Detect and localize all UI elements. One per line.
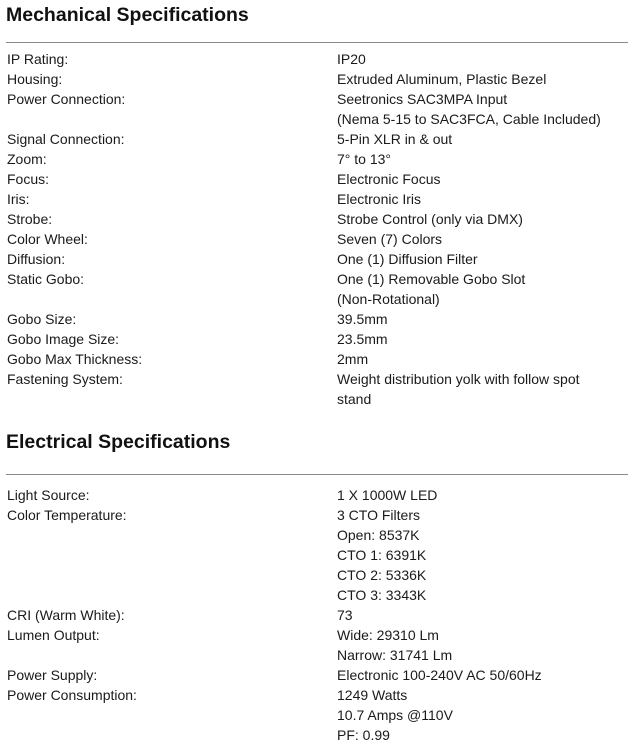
spec-row [0, 249, 641, 269]
spec-value: One (1) Removable Gobo Slot [337, 271, 526, 287]
spec-row [0, 49, 641, 69]
mechanical-section-title: Mechanical Specifications [6, 4, 249, 26]
spec-row [0, 505, 641, 605]
spec-row [0, 89, 641, 129]
spec-values [337, 149, 641, 169]
spec-label: Power Consumption: [7, 687, 137, 703]
spec-value: 3 CTO Filters [337, 507, 420, 523]
spec-value: 39.5mm [337, 311, 388, 327]
spec-row [0, 69, 641, 89]
spec-value: stand [337, 391, 372, 407]
spec-row [0, 229, 641, 249]
spec-label: Iris: [7, 191, 30, 207]
spec-value: 1 X 1000W LED [337, 487, 438, 503]
spec-row [0, 149, 641, 169]
spec-label: Lumen Output: [7, 627, 100, 643]
spec-values [337, 665, 641, 685]
spec-row [0, 189, 641, 209]
spec-value: 5-Pin XLR in & out [337, 131, 453, 147]
spec-row [0, 209, 641, 229]
spec-row [0, 485, 641, 505]
spec-value: 23.5mm [337, 331, 388, 347]
spec-label: Static Gobo: [7, 271, 85, 287]
spec-label: Color Wheel: [7, 231, 88, 247]
spec-label: Gobo Size: [7, 311, 77, 327]
spec-values [337, 229, 641, 249]
spec-label: Zoom: [7, 151, 47, 167]
spec-row [0, 309, 641, 329]
spec-row [0, 605, 641, 625]
spec-row [0, 685, 641, 745]
spec-row [0, 369, 641, 409]
spec-value: CTO 2: 5336K [337, 567, 427, 583]
spec-values [337, 605, 641, 625]
spec-value: 7° to 13° [337, 151, 392, 167]
spec-value: Wide: 29310 Lm [337, 627, 439, 643]
spec-label: CRI (Warm White): [7, 607, 125, 623]
spec-value: 73 [337, 607, 353, 623]
spec-values [337, 625, 641, 665]
spec-value: Open: 8537K [337, 527, 420, 543]
spec-values [337, 309, 641, 329]
electrical-spec-list [0, 485, 641, 745]
spec-value: PF: 0.99 [337, 727, 390, 743]
spec-value: Electronic Iris [337, 191, 422, 207]
spec-label: Gobo Max Thickness: [7, 351, 143, 367]
spec-value: Weight distribution yolk with follow spot [337, 371, 580, 387]
spec-label: Light Source: [7, 487, 90, 503]
spec-values [337, 49, 641, 69]
spec-label: Power Supply: [7, 667, 98, 683]
spec-value: 1249 Watts [337, 687, 408, 703]
spec-value: 10.7 Amps @110V [337, 707, 453, 723]
spec-label: Diffusion: [7, 251, 66, 267]
spec-row [0, 625, 641, 665]
spec-value: CTO 3: 3343K [337, 587, 427, 603]
spec-label: Gobo Image Size: [7, 331, 120, 347]
spec-label: Strobe: [7, 211, 53, 227]
spec-value: Seven (7) Colors [337, 231, 443, 247]
spec-value: Narrow: 31741 Lm [337, 647, 453, 663]
spec-value: (Non-Rotational) [337, 291, 440, 307]
spec-value: One (1) Diffusion Filter [337, 251, 478, 267]
spec-row [0, 329, 641, 349]
spec-values [337, 69, 641, 89]
spec-label: Power Connection: [7, 91, 126, 107]
spec-row [0, 349, 641, 369]
spec-values [337, 169, 641, 189]
spec-value: CTO 1: 6391K [337, 547, 427, 563]
spec-values [337, 329, 641, 349]
spec-label: Fastening System: [7, 371, 123, 387]
spec-row [0, 665, 641, 685]
spec-value: Electronic 100-240V AC 50/60Hz [337, 667, 542, 683]
spec-values [337, 369, 641, 409]
spec-value: Electronic Focus [337, 171, 441, 187]
spec-values [337, 129, 641, 149]
spec-values [337, 349, 641, 369]
electrical-divider [6, 474, 628, 475]
spec-values [337, 189, 641, 209]
spec-values [337, 505, 641, 605]
spec-value: 2mm [337, 351, 369, 367]
spec-value: Seetronics SAC3MPA Input [337, 91, 508, 107]
spec-value: Strobe Control (only via DMX) [337, 211, 523, 227]
spec-row [0, 269, 641, 309]
spec-row [0, 129, 641, 149]
spec-value: (Nema 5-15 to SAC3FCA, Cable Included) [337, 111, 601, 127]
spec-values [337, 485, 641, 505]
spec-values [337, 209, 641, 229]
spec-label: Signal Connection: [7, 131, 125, 147]
spec-label: Color Temperature: [7, 507, 127, 523]
spec-row [0, 169, 641, 189]
spec-value: Extruded Aluminum, Plastic Bezel [337, 71, 547, 87]
electrical-section-title: Electrical Specifications [6, 431, 231, 453]
spec-label: Focus: [7, 171, 50, 187]
mechanical-divider [6, 42, 628, 43]
mechanical-spec-list [0, 49, 641, 409]
spec-label: IP Rating: [7, 51, 69, 67]
spec-values [337, 249, 641, 269]
spec-value: IP20 [337, 51, 366, 67]
spec-label: Housing: [7, 71, 63, 87]
spec-values [337, 89, 641, 129]
spec-values [337, 269, 641, 309]
spec-values [337, 685, 641, 745]
